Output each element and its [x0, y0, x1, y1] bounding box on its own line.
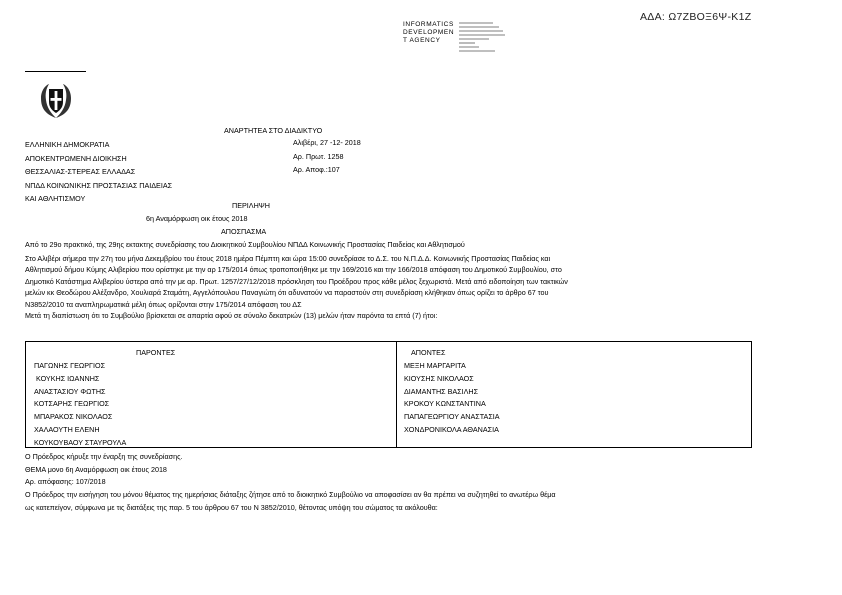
stamp-line: DEVELOPMEN — [403, 29, 455, 36]
present-member: ΠΑΓΩΝΗΣ ΓΕΩΡΓΙΟΣ — [34, 361, 106, 370]
sender-line: ΑΠΟΚΕΝΤΡΩΜΕΝΗ ΔΙΟΙΚΗΣΗ — [25, 153, 127, 163]
footer-line: Ο Πρόεδρος κήρυξε την έναρξη της συνεδρίασης. — [25, 452, 183, 461]
emblem-rule — [25, 71, 86, 72]
present-member: ΚΟΥΚΟΥΒΑΟΥ ΣΤΑΥΡΟΥΛΑ — [34, 437, 127, 447]
ada-code: ΑΔΑ: Ω7ΖΒΟΞ6Ψ-Κ1Ζ — [640, 11, 752, 23]
paragraph-line: Αθλητισμού δήμου Κύμης Αλιβερίου που ορίστηκε με την αρ 175/2014 όπως τροποποιήθηκε με την 169/2016 και την 166/2018 απόφαση του Δημοτικού Συμβουλίου, στο — [25, 265, 562, 275]
sender-line: ΚΑΙ ΑΘΛΗΤΙΣΜΟΥ — [25, 194, 86, 203]
footer-line: Αρ. απόφασης: 107/2018 — [25, 477, 106, 487]
paragraph-line: Ν3852/2010 τα αναπληρωματικά μέλη όπως ορίζονται στην 175/2014 απόφαση του ΔΣ — [25, 299, 302, 309]
attendance-table — [25, 341, 752, 448]
paragraph-line: μελών κκ Θεοδώρου Αλέξανδρο, Χουλιαρά Σταμάτη, Αγγελόπουλου Παναγιώτη ότι αδυνατούν να παραστούν στη συνεδρίαση κλήθηκαν όπως ορίζει το άρθρο 67 του — [25, 288, 549, 298]
stamp-line: T AGENCY — [403, 37, 441, 44]
table-divider — [396, 342, 397, 447]
footer-line: Ο Πρόεδρος την εισήγηση του μόνου θέματος της ημερήσιας διάταξης ζήτησε από το διοικητικό Συμβούλιο να αποφασίσει αν θα πρέπει να συζητηθεί το ανωτέρω θέμα — [25, 490, 556, 500]
excerpt-label: ΑΠΟΣΠΑΣΜΑ — [221, 227, 267, 236]
absent-member: ΚΡΟΚΟΥ ΚΩΝΣΤΑΝΤΙΝΑ — [404, 399, 486, 409]
stamp-line: INFORMATICS — [403, 21, 454, 28]
sender-line: ΘΕΣΣΑΛΙΑΣ-ΣΤΕΡΕΑΣ ΕΛΛΑΔΑΣ — [25, 167, 136, 176]
date-line: Αλιβέρι, 27 -12- 2018 — [293, 138, 361, 147]
digital-signature-microtext — [459, 21, 519, 57]
greek-emblem-icon — [37, 80, 75, 120]
footer-block — [25, 451, 556, 515]
absent-member: ΠΑΠΑΓΕΩΡΓΙΟΥ ΑΝΑΣΤΑΣΙΑ — [404, 412, 500, 422]
absent-member: ΜΕΞΗ ΜΑΡΓΑΡΙΤΑ — [404, 361, 466, 370]
sender-line: ΕΛΛΗΝΙΚΗ ΔΗΜΟΚΡΑΤΙΑ — [25, 140, 110, 149]
footer-line: ΘΕΜΑ μονο 6η Αναμόρφωση οικ έτους 2018 — [25, 464, 167, 474]
sender-block — [25, 138, 172, 206]
present-member: ΧΑΛΑΟΥΤΗ ΕΛΕΝΗ — [34, 424, 100, 434]
decision-number: Αρ. Αποφ.:107 — [293, 165, 340, 174]
sender-line: ΝΠΔΔ ΚΟΙΝΩΝΙΚΗΣ ΠΡΟΣΤΑΣΙΑΣ ΠΑΙΔΕΙΑΣ — [25, 180, 173, 190]
protocol-number: Αρ. Πρωτ. 1258 — [293, 152, 344, 161]
paragraph-line: Δημοτικό Κατάστημα Αλιβερίου ύστερα από την με αρ. Πρωτ. 1257/27/12/2018 πρόσκληση του Προέδρου προς κάθε μέλος ξεχωριστά. Μετά από ειδοποίηση των τακτικών — [25, 276, 568, 286]
summary-label: ΠΕΡΙΛΗΨΗ — [232, 201, 270, 210]
present-member: ΜΠΑΡΑΚΟΣ ΝΙΚΟΛΑΟΣ — [34, 412, 113, 422]
present-header: ΠΑΡΟΝΤΕΣ — [136, 348, 176, 357]
absent-member: ΧΟΝΔΡΟΝΙΚΟΛΑ ΑΘΑΝΑΣΙΑ — [404, 424, 499, 434]
absent-header: ΑΠΟΝΤΕΣ — [411, 348, 446, 357]
absent-member: ΔΙΑΜΑΝΤΗΣ ΒΑΣΙΛΗΣ — [404, 386, 479, 396]
present-member: ΚΟΤΣΑΡΗΣ ΓΕΩΡΓΙΟΣ — [34, 399, 110, 409]
paragraph-line: Στο Αλιβέρι σήμερα την 27η του μήνα Δεκεμβρίου του έτους 2018 ημέρα Πέμπτη και ώρα 15:00 συνεδρίασε το Δ.Σ. του Ν.Π.Δ.Δ. Κοινωνικής Προστασίας Παιδείας και — [25, 254, 551, 263]
absent-member: ΚΙΟΥΣΗΣ ΝΙΚΟΛΑΟΣ — [404, 373, 474, 383]
intro-text: Από το 29ο πρακτικό, της 29ης εκτακτης συνεδρίασης του Διοικητικού Συμβουλίου ΝΠΔΔ Κοινωνικής Προστασίας Παιδείας και Αθλητισμού — [25, 240, 465, 249]
document-title: ΑΝΑΡΤΗΤΕΑ ΣΤΟ ΔΙΑΔΙΚΤΥΟ — [224, 126, 323, 135]
summary-text: 6η Αναμόρφωση οικ έτους 2018 — [146, 214, 248, 223]
absent-list — [404, 360, 500, 437]
present-member: ΑΝΑΣΤΑΣΙΟΥ ΦΩΤΗΣ — [34, 386, 106, 396]
body-paragraph — [25, 253, 568, 321]
present-list — [34, 360, 126, 450]
present-member: ΚΟΥΚΗΣ ΙΩΑΝΝΗΣ — [36, 373, 100, 383]
stamp-agency-name — [403, 21, 454, 45]
paragraph-line: Μετά τη διαπίστωση ότι το Συμβούλιο βρίσκεται σε απαρτία αφού σε σύνολο δεκατριών (13) μελών ήταν παρόντα τα επτά (7) ήτοι: — [25, 311, 438, 321]
footer-line: ως κατεπείγον, σύμφωνα με τις διατάξεις της παρ. 5 του άρθρου 67 του Ν 3852/2010, θέτοντας υπόψη του σώματος τα ακόλουθα: — [25, 502, 438, 512]
